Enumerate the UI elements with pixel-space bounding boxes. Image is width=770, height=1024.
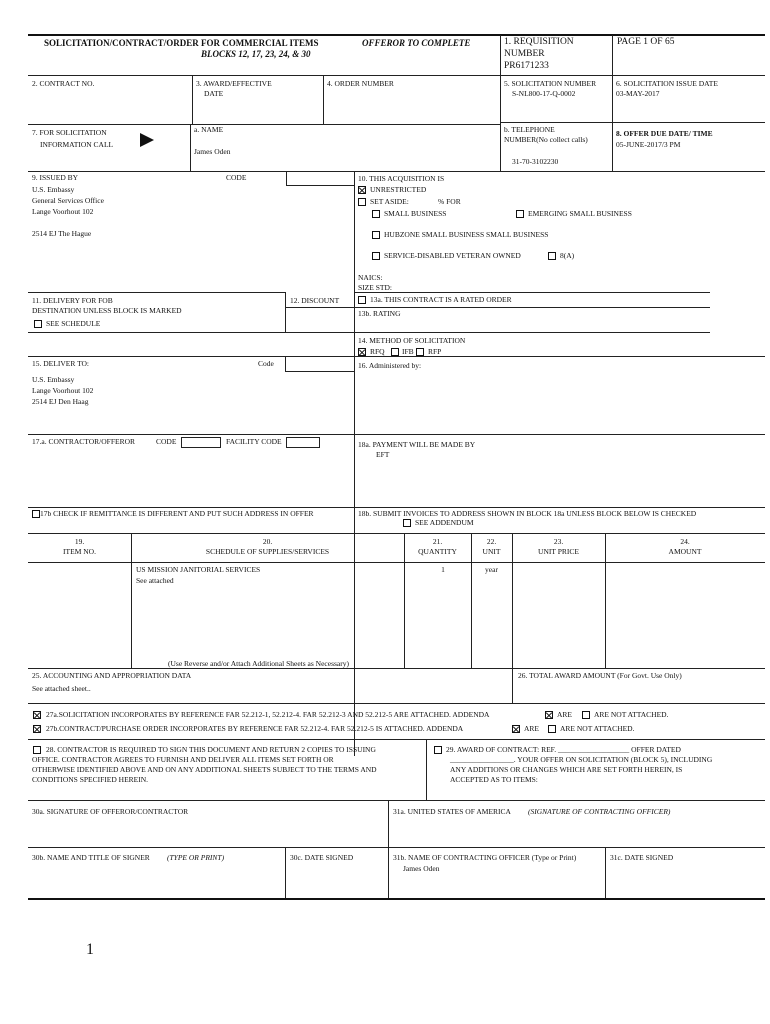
- contractor-code-label: CODE: [156, 437, 177, 446]
- blocks-note: BLOCKS 12, 17, 23, 24, & 30: [201, 49, 311, 59]
- unit-price-header-num: 23.: [553, 537, 564, 546]
- service-see-attached: See attached: [136, 576, 174, 585]
- info-call-label-2: INFORMATION CALL: [40, 140, 114, 149]
- far-27a-are-checkbox[interactable]: [545, 711, 553, 719]
- supplies-header: SCHEDULE OF SUPPLIES/SERVICES: [205, 547, 330, 556]
- rfq-label: RFQ: [370, 347, 385, 356]
- offeror-signature-label[interactable]: 30a. SIGNATURE OF OFFEROR/CONTRACTOR: [32, 807, 189, 816]
- delivery-fob-label: 11. DELIVERY FOR FOB: [32, 296, 113, 305]
- block-28-checkbox[interactable]: [33, 746, 41, 754]
- far-27b-text: 27b.CONTRACT/PURCHASE ORDER INCORPORATES BY REFERENCE FAR 52.212-4. FAR 52.212-5 IS ATTACHED. ADDENDA: [46, 724, 464, 733]
- usa-signature-label[interactable]: 31a. UNITED STATES OF AMERICA: [393, 807, 511, 816]
- emerging-small-business-label: EMERGING SMALL BUSINESS: [528, 209, 632, 218]
- contracting-officer-name: James Oden: [403, 864, 440, 873]
- amount-header-num: 24.: [680, 537, 690, 546]
- unit-header: UNIT: [482, 547, 501, 556]
- item-no-header: ITEM NO.: [63, 547, 96, 556]
- solicitation-number-label: 5. SOLICITATION NUMBER: [504, 79, 597, 88]
- quantity-value[interactable]: 1: [441, 565, 445, 574]
- quantity-header-num: 21.: [432, 537, 443, 546]
- block-28-line: OTHERWISE IDENTIFIED ABOVE AND ON ANY ADDITIONAL SHEETS SUBJECT TO THE TERMS AND: [32, 765, 377, 774]
- officer-date-label[interactable]: 31c. DATE SIGNED: [610, 853, 674, 862]
- facility-code-label: FACILITY CODE: [226, 437, 282, 446]
- item-no-header-num: 19.: [74, 537, 85, 546]
- reverse-note: (Use Reverse and/or Attach Additional Sheets as Necessary): [168, 659, 349, 668]
- rfq-checkbox[interactable]: [358, 348, 366, 356]
- arrow-right-icon: [140, 133, 154, 147]
- requisition-number[interactable]: PR6171233: [504, 61, 549, 71]
- deliver-to-line: 2514 EJ Den Haag: [32, 397, 89, 406]
- far-27b-are-not-checkbox[interactable]: [548, 725, 556, 733]
- set-aside-checkbox[interactable]: [358, 198, 366, 206]
- contact-name-label: a. NAME: [194, 125, 224, 134]
- deliver-to-line: U.S. Embassy: [32, 375, 75, 384]
- see-addendum-label: SEE ADDENDUM: [415, 518, 474, 527]
- rating-label: 13b. RATING: [358, 309, 401, 318]
- accounting-label: 25. ACCOUNTING AND APPROPRIATION DATA: [32, 671, 192, 680]
- issued-by-code-label: CODE: [226, 173, 247, 182]
- far-27b-are-not-label: ARE NOT ATTACHED.: [560, 724, 635, 733]
- block-29-line: _________________. YOUR OFFER ON SOLICITATION (BLOCK 5), INCLUDING: [450, 755, 713, 764]
- block-29-checkbox[interactable]: [434, 746, 442, 754]
- rfp-label: RFP: [428, 347, 442, 356]
- ifb-checkbox[interactable]: [391, 348, 399, 356]
- offer-due-date[interactable]: 05-JUNE-2017/3 PM: [616, 140, 681, 149]
- rated-order-checkbox[interactable]: [358, 296, 366, 304]
- administered-by-label: 16. Administered by:: [358, 361, 422, 370]
- requisition-label-2: NUMBER: [504, 49, 545, 59]
- deliver-to-line: Lange Voorhout 102: [32, 386, 94, 395]
- solicitation-number[interactable]: S-NL800-17-Q-0002: [512, 89, 576, 98]
- contact-name[interactable]: James Oden: [194, 147, 231, 156]
- unit-value[interactable]: year: [485, 565, 498, 574]
- payment-label: 18a. PAYMENT WILL BE MADE BY: [358, 440, 476, 449]
- far-27a-checkbox[interactable]: [33, 711, 41, 719]
- issued-by-line: U.S. Embassy: [32, 185, 75, 194]
- contractor-label: 17.a. CONTRACTOR/OFFEROR: [32, 437, 136, 446]
- unrestricted-label: UNRESTRICTED: [370, 185, 427, 194]
- acquisition-label: 10. THIS ACQUISITION IS: [358, 174, 445, 183]
- page-number: 1: [86, 941, 94, 958]
- far-27a-are-not-label: ARE NOT ATTACHED.: [594, 710, 669, 719]
- total-award-label: 26. TOTAL AWARD AMOUNT (For Govt. Use Only): [518, 671, 682, 680]
- unit-header-num: 22.: [486, 537, 497, 546]
- order-number-label[interactable]: 4. ORDER NUMBER: [327, 79, 394, 88]
- solicitation-date-label: 6. SOLICITATION ISSUE DATE: [616, 79, 718, 88]
- unrestricted-checkbox[interactable]: [358, 186, 366, 194]
- far-27b-checkbox[interactable]: [33, 725, 41, 733]
- contracting-officer-name-label: 31b. NAME OF CONTRACTING OFFICER (Type or Print): [393, 853, 577, 862]
- telephone-number[interactable]: 31-70-3102230: [512, 157, 559, 166]
- payment-method: EFT: [376, 450, 390, 459]
- deliver-to-code-field[interactable]: [285, 356, 355, 372]
- offeror-date-label[interactable]: 30c. DATE SIGNED: [290, 853, 354, 862]
- see-addendum-checkbox[interactable]: [403, 519, 411, 527]
- eight-a-checkbox[interactable]: [548, 252, 556, 260]
- ifb-label: IFB: [402, 347, 414, 356]
- deliver-to-code-label: Code: [258, 359, 274, 368]
- remittance-checkbox[interactable]: [32, 510, 40, 518]
- remittance-label: 17b CHECK IF REMITTANCE IS DIFFERENT AND PUT SUCH ADDRESS IN OFFER: [40, 509, 314, 518]
- far-27b-are-label: ARE: [524, 724, 539, 733]
- solicitation-date[interactable]: 03-MAY-2017: [616, 89, 660, 98]
- method-label: 14. METHOD OF SOLICITATION: [358, 336, 466, 345]
- award-date-label[interactable]: 3. AWARD/EFFECTIVE: [196, 79, 272, 88]
- sdvosb-label: SERVICE-DISABLED VETERAN OWNED: [384, 251, 521, 260]
- issued-by-code-field[interactable]: [286, 171, 355, 186]
- hubzone-label: HUBZONE SMALL BUSINESS SMALL BUSINESS: [384, 230, 549, 239]
- see-schedule-label: SEE SCHEDULE: [46, 319, 101, 328]
- contractor-code-field[interactable]: [181, 437, 221, 448]
- telephone-label-2: NUMBER(No collect calls): [504, 135, 588, 144]
- signer-name-label[interactable]: 30b. NAME AND TITLE OF SIGNER: [32, 853, 150, 862]
- eight-a-label: 8(A): [560, 251, 575, 260]
- submit-invoices-label: 18b. SUBMIT INVOICES TO ADDRESS SHOWN IN BLOCK 18a UNLESS BLOCK BELOW IS CHECKED: [358, 509, 697, 518]
- offer-due-label: 8. OFFER DUE DATE/ TIME: [616, 129, 713, 138]
- far-27a-text: 27a.SOLICITATION INCORPORATES BY REFERENCE FAR 52.212-1, 52.212-4. FAR 52.212-3 AND 52.212-5 ARE ATTACHED. ADDENDA: [46, 710, 490, 719]
- see-schedule-checkbox[interactable]: [34, 320, 42, 328]
- unit-price-header: UNIT PRICE: [538, 547, 579, 556]
- requisition-label: 1. REQUISITION: [504, 37, 574, 47]
- issued-by-line: Lange Voorhout 102: [32, 207, 94, 216]
- form-title: SOLICITATION/CONTRACT/ORDER FOR COMMERCIAL ITEMS: [44, 38, 319, 48]
- award-date-label-2: DATE: [204, 89, 224, 98]
- set-aside-percent-label: % FOR: [438, 197, 461, 206]
- accounting-value: See attached sheet..: [32, 684, 91, 693]
- rated-order-label: 13a. THIS CONTRACT IS A RATED ORDER: [370, 295, 512, 304]
- hubzone-checkbox[interactable]: [372, 231, 380, 239]
- rfp-checkbox[interactable]: [416, 348, 424, 356]
- emerging-small-business-checkbox[interactable]: [516, 210, 524, 218]
- sdvosb-checkbox[interactable]: [372, 252, 380, 260]
- contracting-officer-signature-note: (SIGNATURE OF CONTRACTING OFFICER): [528, 807, 671, 816]
- telephone-label: b. TELEPHONE: [504, 125, 555, 134]
- small-business-label: SMALL BUSINESS: [384, 209, 447, 218]
- supplies-header-num: 20.: [262, 537, 273, 546]
- block-28-line: 28. CONTRACTOR IS REQUIRED TO SIGN THIS DOCUMENT AND RETURN 2 COPIES TO ISSUING: [46, 745, 376, 754]
- discount-label: 12. DISCOUNT: [290, 296, 340, 305]
- block-28-line: CONDITIONS SPECIFIED HEREIN.: [32, 775, 149, 784]
- size-std-label: SIZE STD:: [358, 283, 392, 292]
- offeror-note: OFFEROR TO COMPLETE: [362, 38, 471, 48]
- issued-by-label: 9. ISSUED BY: [32, 173, 79, 182]
- far-27a-are-label: ARE: [557, 710, 572, 719]
- deliver-to-label: 15. DELIVER TO:: [32, 359, 90, 368]
- block-29-line: ANY ADDITIONS OR CHANGES WHICH ARE SET FORTH HEREIN, IS: [450, 765, 683, 774]
- delivery-fob-label-2: DESTINATION UNLESS BLOCK IS MARKED: [32, 306, 182, 315]
- quantity-header: QUANTITY: [418, 547, 457, 556]
- page-count: PAGE 1 OF 65: [617, 37, 675, 47]
- facility-code-field[interactable]: [286, 437, 320, 448]
- block-29-line: 29. AWARD OF CONTRACT: REF. ___________________ OFFER DATED: [446, 745, 681, 754]
- naics-label: NAICS:: [358, 273, 383, 282]
- far-27a-are-not-checkbox[interactable]: [582, 711, 590, 719]
- far-27b-are-checkbox[interactable]: [512, 725, 520, 733]
- small-business-checkbox[interactable]: [372, 210, 380, 218]
- contract-no-label[interactable]: 2. CONTRACT NO.: [32, 79, 95, 88]
- amount-header: AMOUNT: [668, 547, 702, 556]
- block-28-line: OFFICE. CONTRACTOR AGREES TO FURNISH AND DELIVER ALL ITEMS SET FORTH OR: [32, 755, 334, 764]
- block-29-line: ACCEPTED AS TO ITEMS:: [450, 775, 538, 784]
- signer-name-note: (TYPE OR PRINT): [167, 853, 225, 862]
- issued-by-line: 2514 EJ The Hague: [32, 229, 92, 238]
- service-description: US MISSION JANITORIAL SERVICES: [136, 565, 261, 574]
- issued-by-line: General Services Office: [32, 196, 104, 205]
- info-call-label: 7. FOR SOLICITATION: [32, 128, 107, 137]
- set-aside-label: SET ASIDE:: [370, 197, 409, 206]
